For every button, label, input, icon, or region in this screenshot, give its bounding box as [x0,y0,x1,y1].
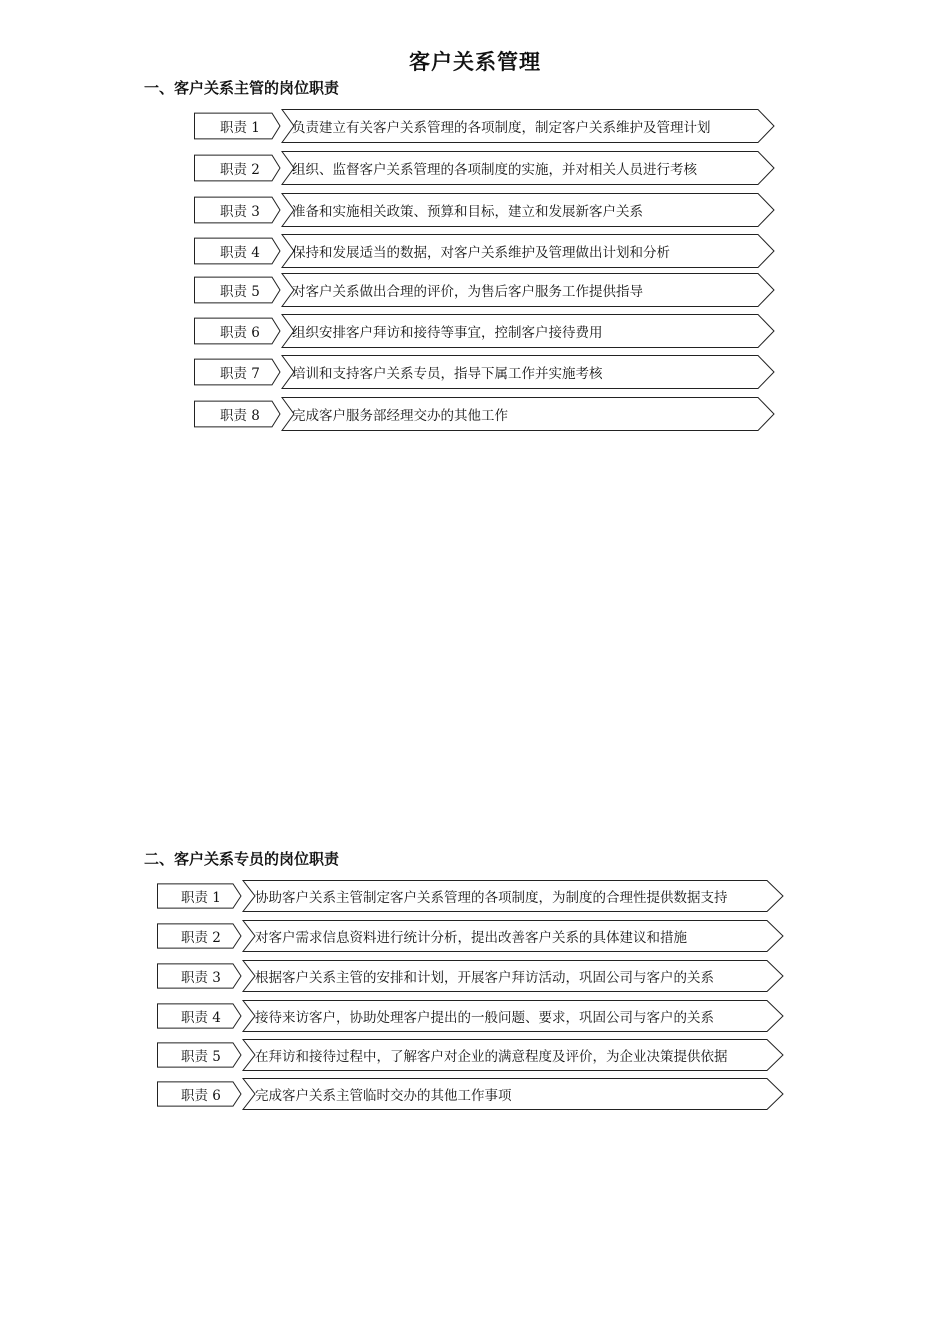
duty-label: 职责 4 [220,245,260,261]
duty-label: 职责 6 [220,325,260,341]
duty-text: 根据客户关系主管的安排和计划，开展客户拜访活动，巩固公司与客户的关系 [255,970,714,986]
duty-row [157,880,787,912]
duty-label: 职责 1 [181,890,221,906]
duty-row [194,109,778,143]
duty-text: 接待来访客户，协助处理客户提出的一般问题、要求，巩固公司与客户的关系 [255,1010,714,1026]
duty-label: 职责 5 [220,284,260,300]
duty-label: 职责 4 [181,1010,221,1026]
duty-row [194,193,778,227]
duty-row [194,355,778,389]
duty-row [157,1000,787,1032]
duty-label: 职责 8 [220,408,260,424]
section-heading-specialist: 二、客户关系专员的岗位职责 [144,850,340,868]
duty-label: 职责 3 [181,970,221,986]
duty-label: 职责 2 [181,930,221,946]
specialist-duty-list [157,880,785,1112]
duty-row [194,151,778,185]
duty-text: 保持和发展适当的数据，对客户关系维护及管理做出计划和分析 [292,245,670,261]
supervisor-duty-list [194,109,776,433]
duty-row [157,1078,787,1110]
duty-label: 职责 3 [220,204,260,220]
duty-row [157,960,787,992]
duty-text: 组织、监督客户关系管理的各项制度的实施，并对相关人员进行考核 [292,162,697,178]
duty-text: 完成客户关系主管临时交办的其他工作事项 [255,1088,512,1104]
duty-text: 对客户需求信息资料进行统计分析，提出改善客户关系的具体建议和措施 [255,930,687,946]
duty-label: 职责 2 [220,162,260,178]
duty-text: 组织安排客户拜访和接待等事宜，控制客户接待费用 [292,325,603,341]
duty-text: 完成客户服务部经理交办的其他工作 [292,408,508,424]
duty-text: 准备和实施相关政策、预算和目标，建立和发展新客户关系 [292,204,643,220]
duty-text: 在拜访和接待过程中，了解客户对企业的满意程度及评价，为企业决策提供依据 [255,1049,728,1065]
duty-row [157,920,787,952]
section-heading-supervisor: 一、客户关系主管的岗位职责 [144,79,340,97]
duty-text: 对客户关系做出合理的评价，为售后客户服务工作提供指导 [292,284,643,300]
duty-text: 协助客户关系主管制定客户关系管理的各项制度，为制度的合理性提供数据支持 [255,890,728,906]
duty-row [157,1039,787,1071]
duty-label: 职责 1 [220,120,260,136]
duty-row [194,314,778,348]
duty-label: 职责 6 [181,1088,221,1104]
duty-text: 负责建立有关客户关系管理的各项制度，制定客户关系维护及管理计划 [292,120,711,136]
duty-row [194,273,778,307]
duty-text: 培训和支持客户关系专员，指导下属工作并实施考核 [292,366,603,382]
duty-label: 职责 7 [220,366,260,382]
duty-row [194,234,778,268]
duty-row [194,397,778,431]
page-title: 客户关系管理 [409,50,541,74]
duty-label: 职责 5 [181,1049,221,1065]
